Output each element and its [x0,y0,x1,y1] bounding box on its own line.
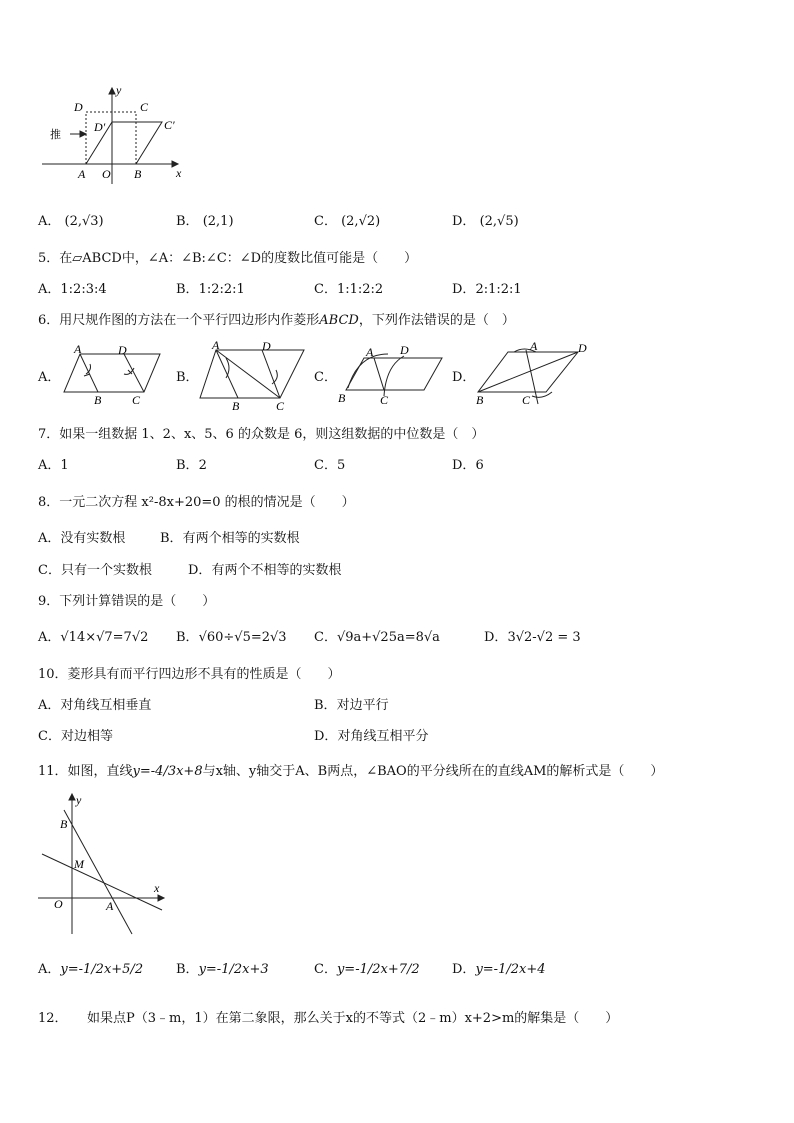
svg-text:C: C [132,393,141,406]
q4-option-d-value: (2,√5) [479,214,519,229]
q9-option-b-expr: √60÷√5=2√3 [198,630,287,645]
q7-option-c[interactable]: C．5 [314,458,346,473]
q11-option-a[interactable]: A．y=-1/2x+5/2 [38,962,144,977]
q11-option-c-expr: y=-1/2x+7/2 [336,962,420,977]
q11-option-b-expr: y=-1/2x+3 [198,962,269,977]
q8-option-b[interactable]: B．有两个相等的实数根 [160,531,300,546]
svg-text:A: A [530,340,538,353]
q5-option-a[interactable]: A．1:2:3:4 [38,282,107,297]
q7-option-d[interactable]: D．6 [452,458,484,473]
svg-text:C: C [276,399,285,412]
q11-option-a-expr: y=-1/2x+5/2 [60,962,144,977]
svg-text:C: C [522,393,531,407]
q10-stem: 10．菱形具有而平行四边形不具有的性质是（ ） [38,667,341,682]
svg-text:B: B [60,817,68,831]
label-y: y [116,84,122,97]
q10-option-b[interactable]: B．对边平行 [314,698,389,713]
q10-option-a[interactable]: A．对角线互相垂直 [38,698,152,713]
q9-option-c-expr: √9a+√25a=8√a [336,630,440,645]
svg-text:A: A [106,899,114,913]
q10-option-c[interactable]: C．对边相等 [38,729,113,744]
q5-option-b[interactable]: B．1:2:2:1 [176,282,245,297]
q12-stem: 12． 如果点P（3﹣m，1）在第二象限，那么关于x的不等式（2﹣m）x+2>m的解集是（ ） [38,1011,619,1026]
svg-text:C: C [380,393,389,407]
q8-stem: 8．一元二次方程 x²-8x+20=0 的根的情况是（ ） [38,495,355,510]
q9-option-c[interactable]: C．√9a+√25a=8√a [314,630,440,645]
q4-option-c[interactable]: C． (2,√2) [314,214,381,229]
line-ab [64,810,132,934]
svg-text:x: x [154,881,160,895]
q4-option-a-value: (2,√3) [64,214,104,229]
q8-option-c[interactable]: C．只有一个实数根 [38,563,152,578]
q7-option-a[interactable]: A．1 [38,458,69,473]
q9-option-a[interactable]: A．√14×√7=7√2 [38,630,149,645]
svg-text:D: D [400,343,409,357]
q4-option-c-value: (2,√2) [341,214,381,229]
q9-option-a-expr: √14×√7=7√2 [60,630,149,645]
q9-option-d-expr: 3√2-√2 = 3 [507,630,581,645]
q11-option-d[interactable]: D．y=-1/2x+4 [452,962,546,977]
q10-option-d[interactable]: D．对角线互相平分 [314,729,429,744]
svg-text:A: A [366,345,374,359]
q7-option-b[interactable]: B．2 [176,458,207,473]
q11-option-d-expr: y=-1/2x+4 [475,962,546,977]
q4-option-b[interactable]: B． (2,1) [176,214,234,229]
svg-text:D: D [118,344,127,357]
q6-option-b[interactable]: B． [176,370,199,385]
push-parallelogram-figure [36,84,196,188]
q5-option-d[interactable]: D．2:1:2:1 [452,282,522,297]
q6-option-c[interactable]: C． [314,370,337,385]
q11-figure [34,792,166,936]
label-push: 推 [50,128,61,141]
q9-stem: 9．下列计算错误的是（ ） [38,594,216,609]
q6-option-d[interactable]: D． [452,370,476,385]
q4-option-b-value: (2,1) [202,214,234,229]
svg-text:B: B [232,399,240,412]
label-d-prime: D′ [94,120,106,134]
q11-stem: 11．如图，直线y=-4/3x+8与x轴、y轴交于A、B两点，∠BAO的平分线所在的直线AM的解析式是（ ） [38,764,664,779]
label-d: D [74,100,83,114]
label-a: A [78,167,86,181]
svg-text:M: M [74,857,84,871]
label-o: O [102,167,111,181]
q11-option-b[interactable]: B．y=-1/2x+3 [176,962,269,977]
label-x: x [176,166,182,180]
svg-text:D: D [262,340,271,353]
q7-stem: 7．如果一组数据 1、2、x、5、6 的众数是 6，则这组数据的中位数是（ ） [38,427,485,442]
q8-option-a[interactable]: A．没有实数根 [38,531,126,546]
label-c: C [140,100,149,114]
svg-text:y: y [76,793,82,807]
svg-text:B: B [476,393,484,407]
q11-option-c[interactable]: C．y=-1/2x+7/2 [314,962,420,977]
svg-text:A: A [74,344,82,356]
q6-figure-a [58,344,168,406]
label-b: B [134,167,142,181]
svg-text:B: B [338,391,346,405]
q9-option-b[interactable]: B．√60÷√5=2√3 [176,630,287,645]
q9-option-d[interactable]: D．3√2-√2 = 3 [484,630,581,645]
q6-stem: 6．用尺规作图的方法在一个平行四边形内作菱形ABCD，下列作法错误的是（ ） [38,313,515,328]
svg-text:O: O [54,897,63,911]
q4-option-a[interactable]: A． (2,√3) [38,214,104,229]
q6-option-a[interactable]: A． [38,370,61,385]
q5-option-c[interactable]: C．1:1:2:2 [314,282,384,297]
svg-text:A: A [212,340,220,352]
label-c-prime: C′ [164,118,175,132]
svg-text:B: B [94,393,102,406]
q5-stem: 5．在▱ABCD中，∠A：∠B:∠C：∠D的度数比值可能是（ ） [38,251,418,266]
q4-option-d[interactable]: D． (2,√5) [452,214,519,229]
q8-option-d[interactable]: D．有两个不相等的实数根 [188,563,342,578]
q11-line-expr: y=-4/3x+8 [132,764,203,779]
svg-text:D: D [578,341,587,355]
